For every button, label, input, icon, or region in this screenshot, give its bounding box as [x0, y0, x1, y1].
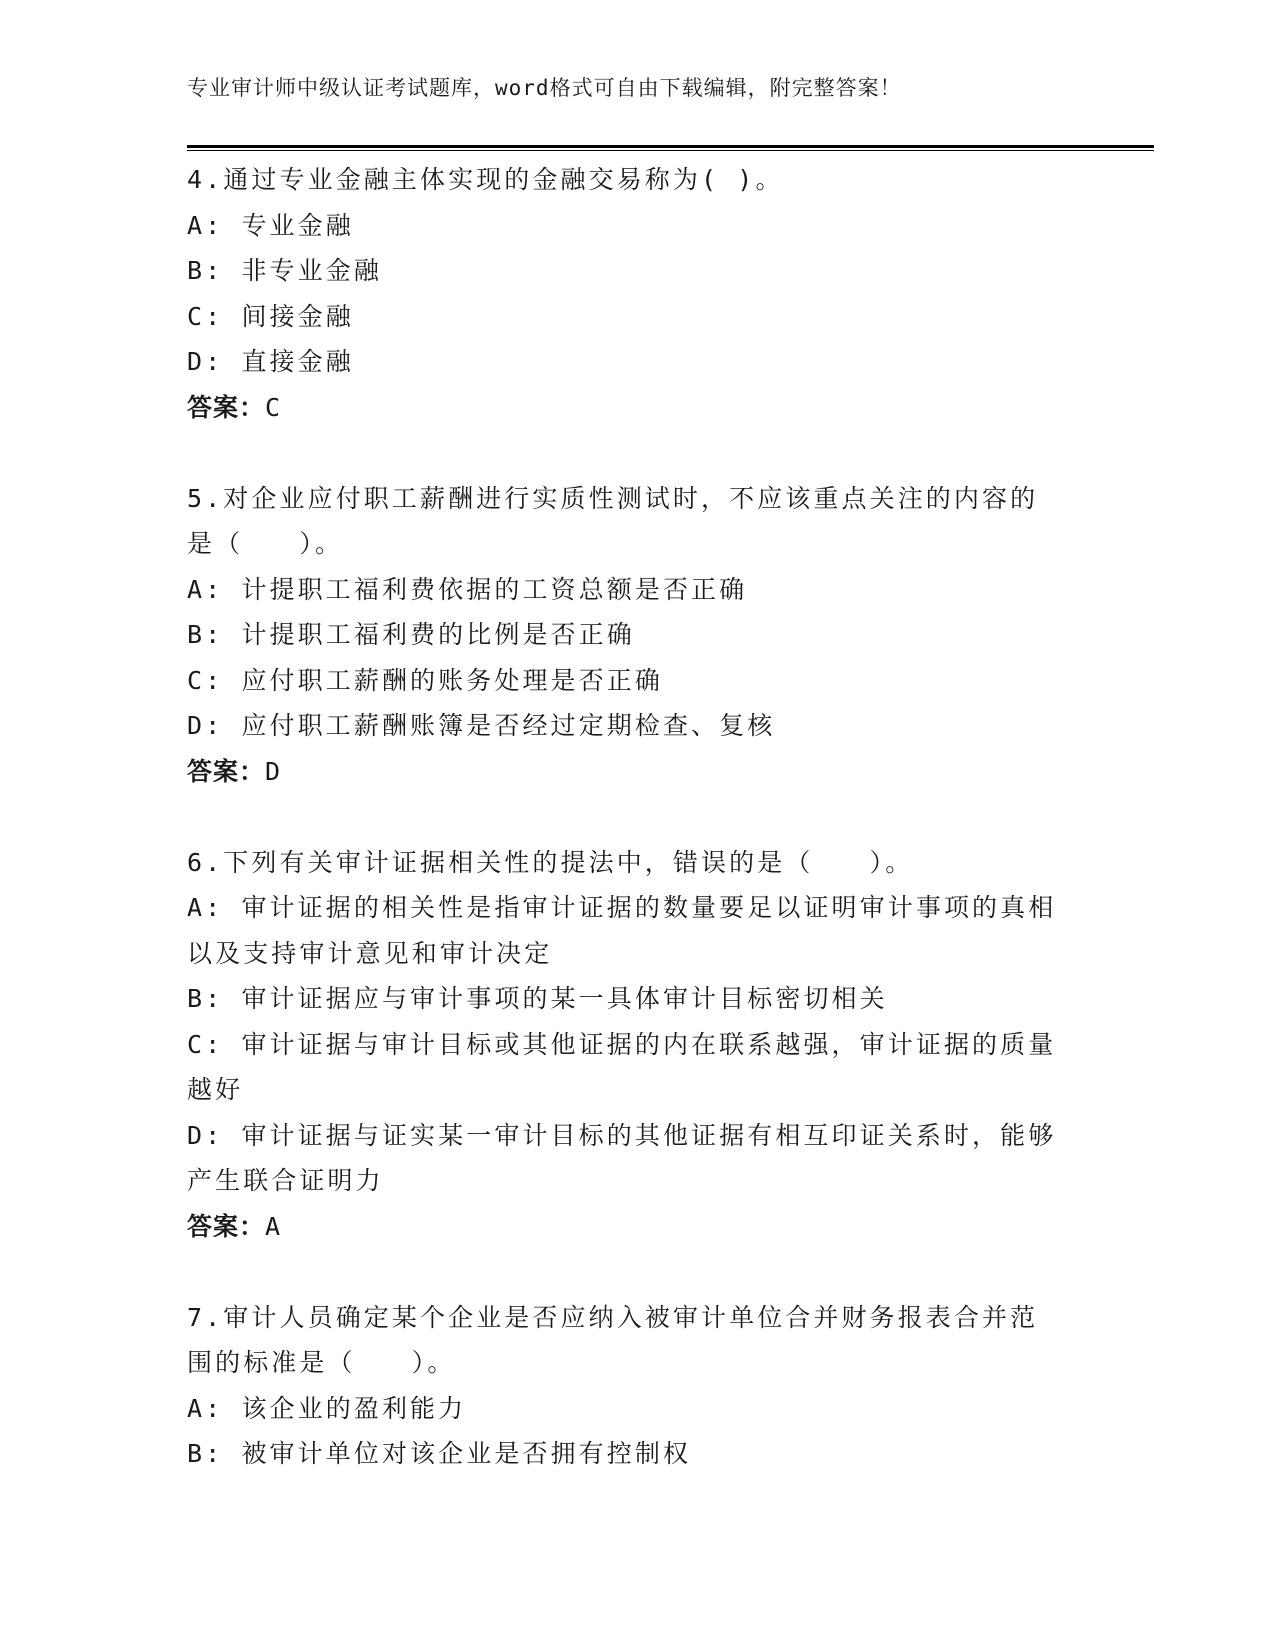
option-a-continued: 以及支持审计意见和审计决定 — [187, 938, 553, 968]
option-b: B: 计提职工福利费的比例是否正确 — [187, 620, 635, 649]
option-b: B: 被审计单位对该企业是否拥有控制权 — [187, 1439, 692, 1468]
option-b: B: 非专业金融 — [187, 256, 382, 285]
question-7 — [187, 1295, 1087, 1477]
answer-value: A — [265, 1211, 282, 1241]
option-a: A: 审计证据的相关性是指审计证据的数量要足以证明审计事项的真相 — [187, 893, 1057, 922]
option-b: B: 审计证据应与审计事项的某一具体审计目标密切相关 — [187, 984, 888, 1013]
question-4 — [187, 157, 1087, 430]
answer-label: 答案： — [187, 1211, 266, 1241]
page-header: 专业审计师中级认证考试题库，word格式可自由下载编辑，附完整答案！ — [187, 76, 902, 100]
answer-label: 答案： — [187, 392, 266, 422]
answer-value: D — [265, 756, 282, 786]
spacer — [187, 430, 1087, 476]
option-d: D: 应付职工薪酬账簿是否经过定期检查、复核 — [187, 711, 776, 740]
option-c: C: 审计证据与审计目标或其他证据的内在联系越强，审计证据的质量 — [187, 1029, 1057, 1059]
question-6 — [187, 840, 1087, 1250]
question-stem: 5.对企业应付职工薪酬进行实质性测试时，不应该重点关注的内容的 — [187, 483, 1039, 513]
option-c: C: 间接金融 — [187, 301, 354, 331]
option-c: C: 应付职工薪酬的账务处理是否正确 — [187, 665, 663, 695]
header-rule-thick — [187, 145, 1154, 148]
question-stem-continued: 围的标准是（ ）。 — [187, 1348, 456, 1377]
question-stem: 4.通过专业金融主体实现的金融交易称为( )。 — [187, 165, 784, 194]
question-stem: 6.下列有关审计证据相关性的提法中，错误的是（ ）。 — [187, 847, 914, 877]
option-a: A: 该企业的盈利能力 — [187, 1393, 467, 1423]
question-stem-continued: 是（ ）。 — [187, 529, 344, 558]
option-a: A: 计提职工福利费依据的工资总额是否正确 — [187, 574, 748, 604]
spacer — [187, 1249, 1087, 1295]
answer-value: C — [265, 392, 282, 422]
answer — [187, 385, 1087, 431]
option-d: D: 审计证据与证实某一审计目标的其他证据有相互印证关系时，能够 — [187, 1120, 1057, 1150]
header-rule-thin — [187, 150, 1154, 151]
option-d: D: 直接金融 — [187, 347, 354, 376]
option-a: A: 专业金融 — [187, 210, 354, 240]
option-c-continued: 越好 — [187, 1075, 244, 1104]
question-stem: 7.审计人员确定某个企业是否应纳入被审计单位合并财务报表合并范 — [187, 1302, 1039, 1332]
answer — [187, 749, 1087, 795]
question-5 — [187, 476, 1087, 795]
spacer — [187, 794, 1087, 840]
answer-label: 答案： — [187, 756, 266, 786]
answer — [187, 1204, 1087, 1250]
question-list — [187, 157, 1087, 1477]
option-d-continued: 产生联合证明力 — [187, 1166, 384, 1195]
